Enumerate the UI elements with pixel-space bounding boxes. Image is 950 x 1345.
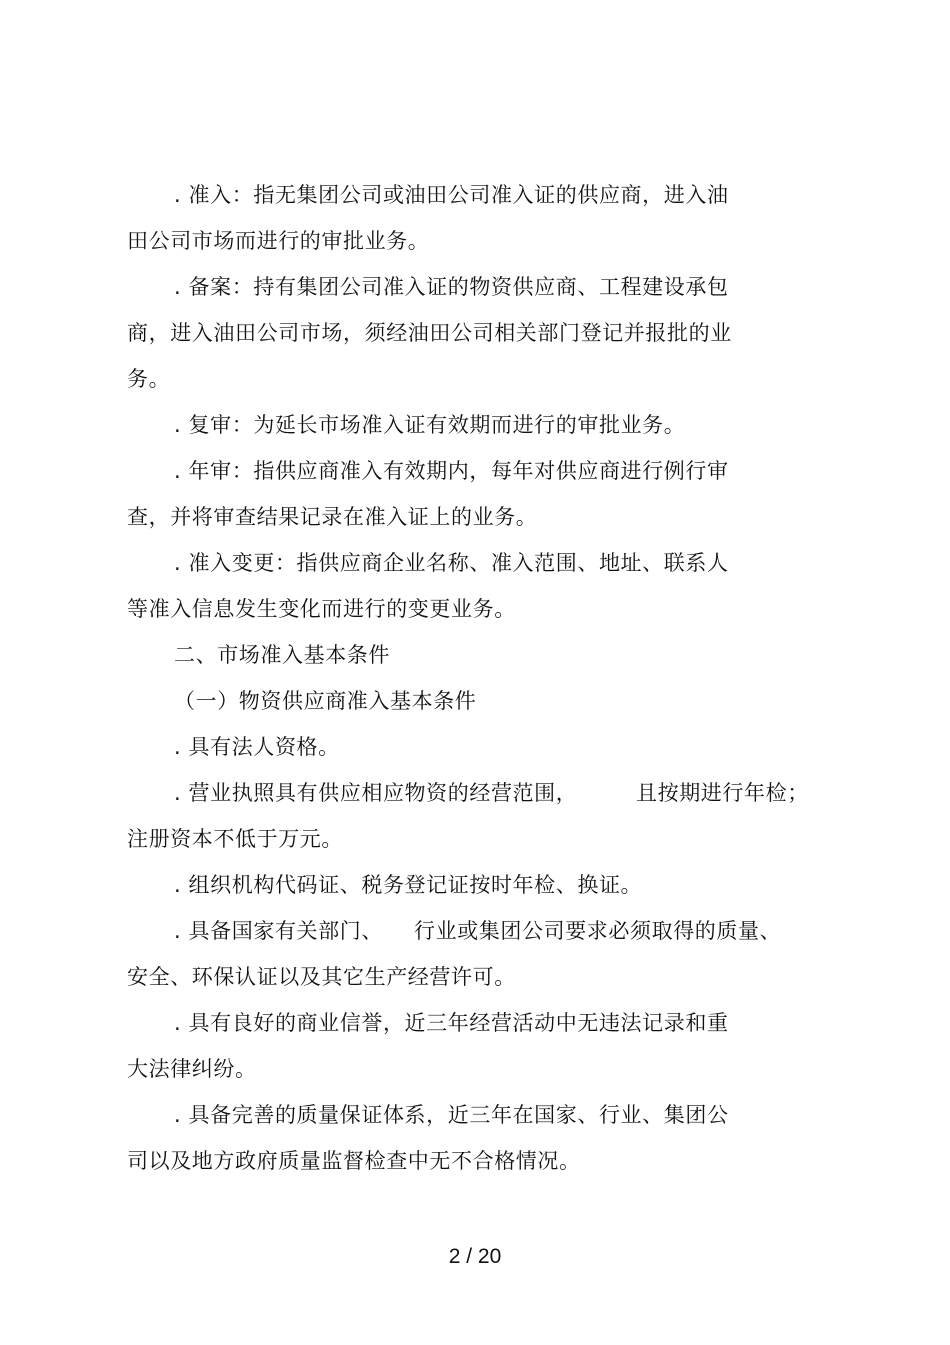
text-line: . 具备国家有关部门、 xyxy=(174,919,383,943)
text-line: 司以及地方政府质量监督检查中无不合格情况。 xyxy=(127,1149,581,1173)
subsection-heading: （一）物资供应商准入基本条件 xyxy=(174,689,477,713)
text-line: 行业或集团公司要求必须取得的质量、 xyxy=(414,919,782,943)
text-line: 田公司市场而进行的审批业务。 xyxy=(127,229,430,253)
text-line: 等准入信息发生变化而进行的变更业务。 xyxy=(127,597,516,621)
text-line: . 年审：指供应商准入有效期内，每年对供应商进行例行审 xyxy=(174,459,729,483)
text-line: . 准入变更：指供应商企业名称、准入范围、地址、联系人 xyxy=(174,551,729,575)
text-line: . 准入：指无集团公司或油田公司准入证的供应商，进入油 xyxy=(174,183,729,207)
text-line: 大法律纠纷。 xyxy=(127,1057,257,1081)
text-line: . 营业执照具有供应相应物资的经营范围， xyxy=(174,781,578,805)
text-line: 注册资本不低于万元。 xyxy=(127,827,343,851)
text-line: 查，并将审查结果记录在准入证上的业务。 xyxy=(127,505,538,529)
text-line: . 具有良好的商业信誉，近三年经营活动中无违法记录和重 xyxy=(174,1011,729,1035)
text-line: . 具有法人资格。 xyxy=(174,735,340,759)
text-line: 且按期进行年检； xyxy=(636,781,809,805)
text-line: . 备案：持有集团公司准入证的物资供应商、工程建设承包 xyxy=(174,275,729,299)
text-line: 安全、环保认证以及其它生产经营许可。 xyxy=(127,965,516,989)
text-line: 务。 xyxy=(127,367,171,391)
text-line: . 具备完善的质量保证体系，近三年在国家、行业、集团公 xyxy=(174,1103,729,1127)
page-number: 2 / 20 xyxy=(448,1245,502,1268)
text-line: . 组织机构代码证、税务登记证按时年检、换证。 xyxy=(174,873,643,897)
section-heading: 二、市场准入基本条件 xyxy=(174,643,390,667)
text-line: 商，进入油田公司市场，须经油田公司相关部门登记并报批的业 xyxy=(127,321,732,345)
text-line: . 复审：为延长市场准入证有效期而进行的审批业务。 xyxy=(174,413,686,437)
